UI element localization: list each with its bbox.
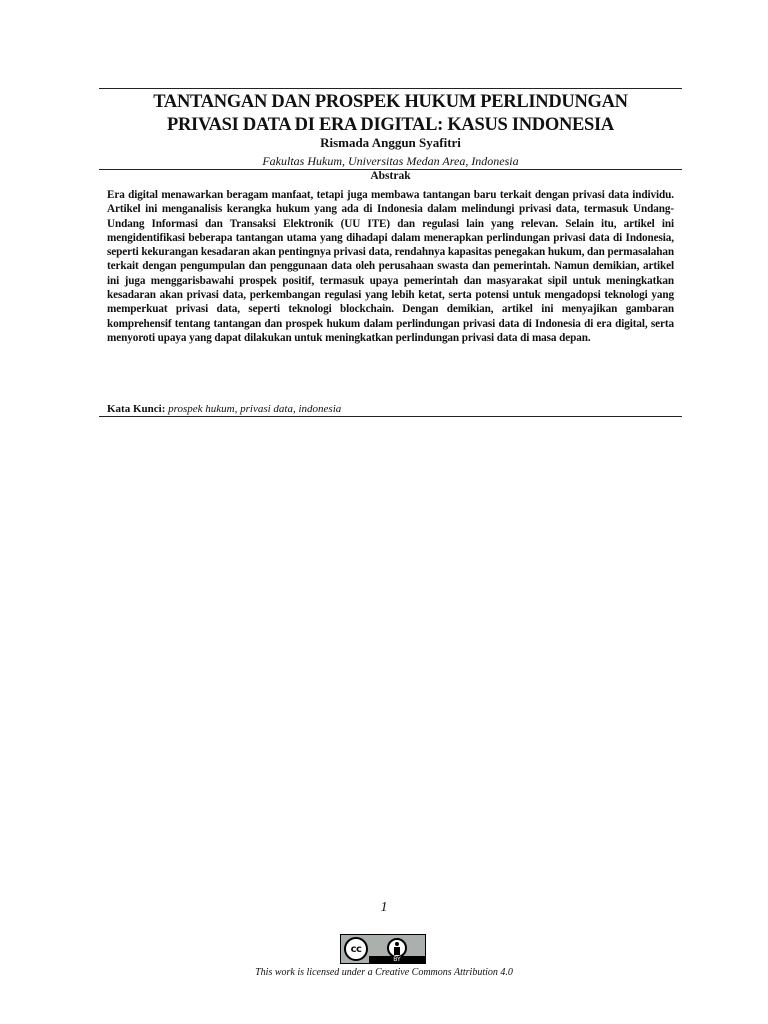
author-name: Rismada Anggun Syafitri: [320, 135, 461, 150]
paper-title: [99, 91, 682, 137]
author-affiliation: Fakultas Hukum, Universitas Medan Area, Indonesia: [262, 154, 519, 168]
cc-by-license-badge[interactable]: [340, 934, 426, 964]
top-rule: [99, 88, 682, 89]
title-line-1: TANTANGAN DAN PROSPEK HUKUM PERLINDUNGAN: [153, 92, 628, 112]
keywords-values: prospek hukum, privasi data, indonesia: [168, 403, 342, 415]
license-text: This work is licensed under a Creative Commons Attribution 4.0: [255, 967, 513, 978]
creative-commons-icon: cc: [344, 937, 368, 961]
page-number: 1: [380, 900, 388, 915]
abstract-heading: Abstrak: [370, 170, 411, 182]
title-line-2: PRIVASI DATA DI ERA DIGITAL: KASUS INDONESIA: [166, 115, 614, 135]
attribution-person-icon: [387, 938, 407, 958]
abstract-body: Era digital menawarkan beragam manfaat, tetapi juga membawa tantangan baru terkait dengan privasi data individu. Artikel ini menganalisis kerangka hukum yang ada di Indonesia dalam melindungi privasi data, termasuk Undang-Undang Informasi dan Transaksi Elektronik (UU ITE) dan regulasi lain yang relevan. Selain itu, artikel ini mengidentifikasi beberapa tantangan utama yang dihadapi dalam menerapkan perlindungan privasi data di Indonesia, seperti kekurangan kesadaran akan pentingnya privasi data, rendahnya kapasitas penegakan hukum, dan permasalahan terkait dengan pengumpulan dan penggunaan data oleh perusahaan swasta dan pemerintah. Namun demikian, artikel ini juga menggarisbawahi prospek positif, termasuk upaya pemerintah dan masyarakat sipil untuk meningkatkan kesadaran akan privasi data, perkembangan regulasi yang lebih ketat, serta potensi untuk mengadopsi teknologi yang memperkuat privasi data, seperti teknologi blockchain. Dengan demikian, artikel ini menyajikan gambaran komprehensif tentang tantangan dan prospek hukum dalam perlindungan privasi data di Indonesia di era digital, serta menyoroti upaya yang dapat dilakukan untuk meningkatkan perlindungan privasi data di masa depan.: [107, 189, 674, 344]
by-label: BY: [369, 956, 425, 963]
keywords: [107, 403, 674, 415]
bottom-rule: [99, 416, 682, 417]
keywords-label: Kata Kunci:: [107, 403, 166, 415]
